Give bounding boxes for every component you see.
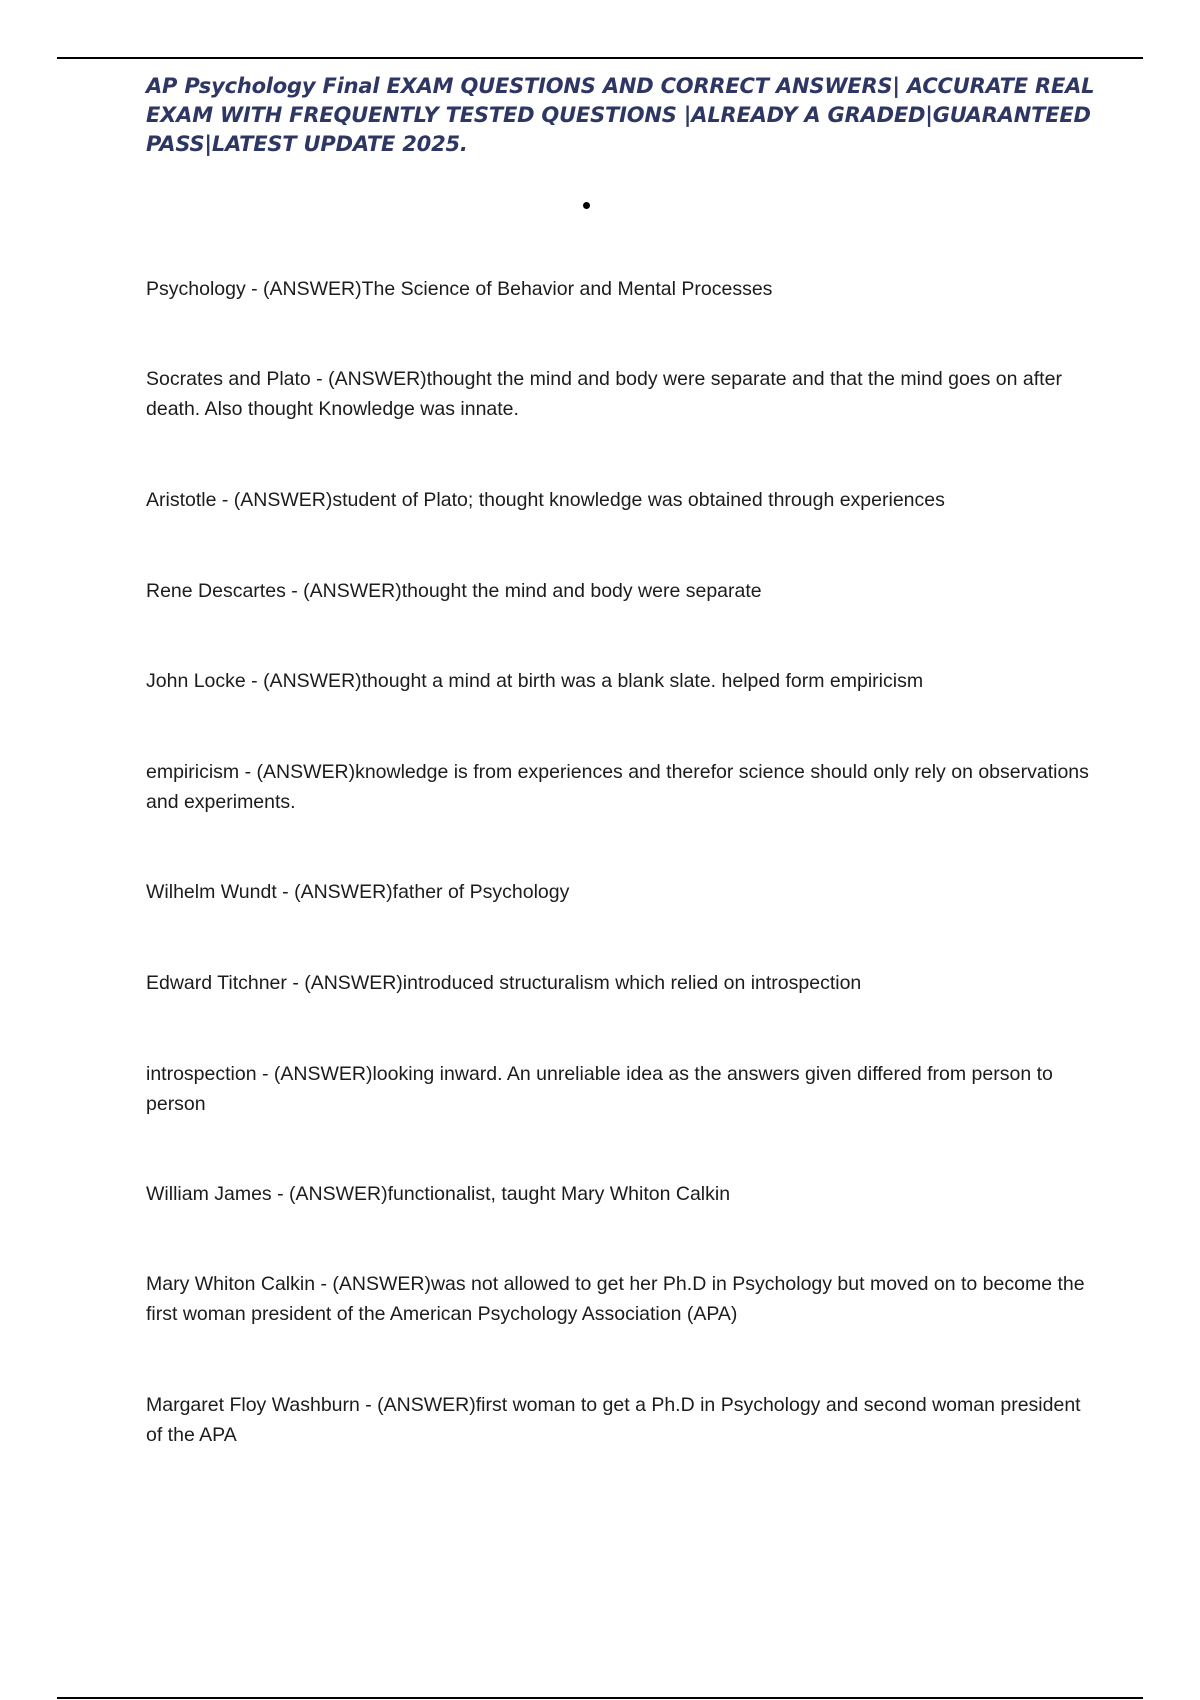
- document-title: AP Psychology Final EXAM QUESTIONS AND CORRECT ANSWERS| ACCURATE REAL EXAM WITH FREQUENTLY TESTED QUESTIONS |ALREADY A GRADED|GUARANTEED PASS|LATEST UPDATE 2025.: [146, 74, 1095, 156]
- qa-entry: empiricism - (ANSWER)knowledge is from experiences and therefor science should only rely on observations and experiments.: [146, 761, 1089, 813]
- qa-entry: Wilhelm Wundt - (ANSWER)father of Psychology: [146, 881, 570, 903]
- qa-entry: Margaret Floy Washburn - (ANSWER)first woman to get a Ph.D in Psychology and second woman president of the APA: [146, 1394, 1081, 1446]
- qa-entry: John Locke - (ANSWER)thought a mind at birth was a blank slate. helped form empiricism: [146, 670, 924, 692]
- qa-entry: Edward Titchner - (ANSWER)introduced structuralism which relied on introspection: [146, 972, 862, 994]
- qa-entry: Mary Whiton Calkin - (ANSWER)was not allowed to get her Ph.D in Psychology but moved on to become the first woman president of the American Psychology Association (APA): [146, 1273, 1085, 1325]
- qa-entry: Psychology - (ANSWER)The Science of Behavior and Mental Processes: [146, 278, 773, 300]
- qa-entry: Aristotle - (ANSWER)student of Plato; thought knowledge was obtained through experiences: [146, 489, 945, 511]
- bottom-rule: [57, 1697, 1143, 1699]
- qa-entry: William James - (ANSWER)functionalist, taught Mary Whiton Calkin: [146, 1183, 731, 1205]
- qa-entry: Socrates and Plato - (ANSWER)thought the mind and body were separate and that the mind goes on after death. Also thought Knowledge was innate.: [146, 368, 1062, 420]
- qa-entry: Rene Descartes - (ANSWER)thought the mind and body were separate: [146, 580, 762, 602]
- qa-entry: introspection - (ANSWER)looking inward. An unreliable idea as the answers given differed from person to person: [146, 1063, 1053, 1115]
- top-rule: [57, 57, 1143, 59]
- bullet-icon: [583, 202, 590, 209]
